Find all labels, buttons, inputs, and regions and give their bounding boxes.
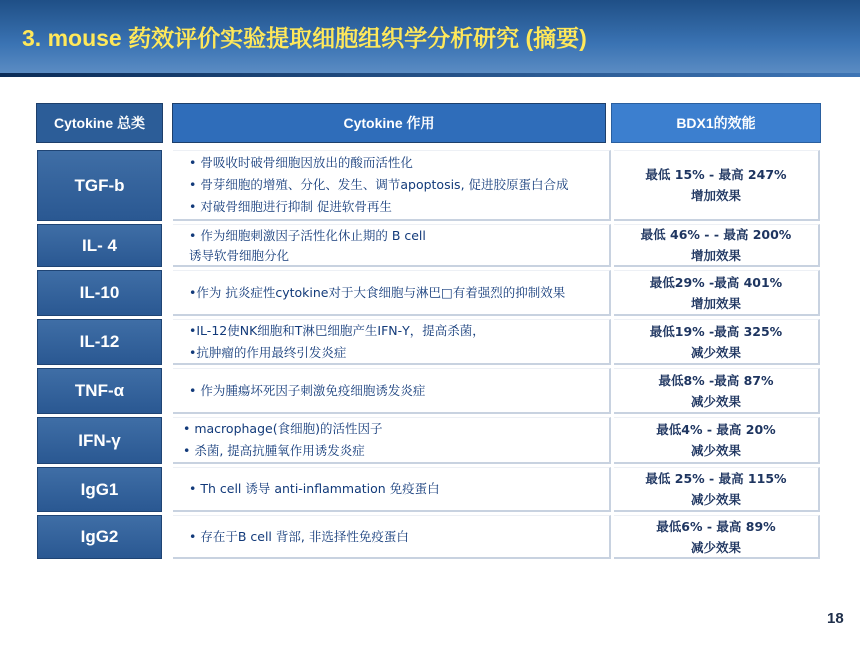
effect-type: 增加效果 [690,248,741,263]
row-effect-igg2 [614,515,820,559]
effect-type: 增加效果 [690,295,741,311]
function-line: • 骨吸收时破骨细胞因放出的酸而活性化 [189,155,413,170]
function-line: •抗肿瘤的作用最终引发炎症 [189,344,347,360]
page-number: 18 [827,610,844,627]
function-line: • 杀菌, 提高抗腫氧作用诱发炎症 [183,443,365,458]
row-effect-il-4 [614,224,820,267]
row-effect-igg1 [614,467,820,512]
effect-type: 减少效果 [690,492,741,507]
row-label-il-4: IL- 4 [37,224,162,267]
title-divider [0,73,860,77]
row-label-il-10: IL-10 [37,270,162,316]
function-line: • 骨芽细胞的增殖、分化、发生、调节apoptosis, 促进胶原蛋白合成 [189,177,569,192]
effect-range: 最低6% - 最高 89% [656,518,776,534]
function-line: • macrophage(食细胞)的活性因子 [183,421,383,436]
effect-range: 最低19% -最高 325% [649,323,783,339]
effect-type: 减少效果 [690,539,741,555]
function-line: • 作为腫瘍坏死因子刺激免疫细胞诱发炎症 [189,382,426,398]
row-label-igg2: IgG2 [37,515,162,559]
row-function-ifn-gamma [173,417,611,464]
effect-range: 最低 15% - 最高 247% [645,167,787,182]
header-cytokine-function: Cytokine 作用 [172,103,606,143]
row-function-il-10 [173,270,611,316]
row-function-il-12 [173,319,611,365]
function-line: • 对破骨细胞进行抑制 促进软骨再生 [189,199,392,214]
row-effect-il-12 [614,319,820,365]
effect-range: 最低4% - 最高 20% [656,422,776,437]
function-line: •作为 抗炎症性cytokine对于大食细胞与淋巴□有着强烈的抑制效果 [189,284,566,300]
effect-type: 减少效果 [690,443,741,458]
row-label-tgf-b: TGF-b [37,150,162,221]
header-cytokine-category: Cytokine 总类 [36,103,163,143]
function-line: • 存在于B cell 背部, 非选择性免疫蛋白 [189,528,409,544]
effect-type: 减少效果 [690,393,741,409]
function-line: •IL-12使NK细胞和T淋巴细胞产生IFN-Υ，提高杀菌， [189,323,485,338]
effect-range: 最低29% -最高 401% [649,274,783,290]
row-label-ifn-gamma: IFN-γ [37,417,162,464]
slide-title: 3. mouse 药效评价实验提取细胞组织学分析研究 (摘要) [22,25,587,51]
effect-type: 增加效果 [690,188,741,203]
row-label-igg1: IgG1 [37,467,162,512]
effect-range: 最低8% -最高 87% [658,372,774,388]
row-effect-il-10 [614,270,820,316]
effect-range: 最低 25% - 最高 115% [645,471,787,486]
row-function-tnf-alpha [173,368,611,414]
row-function-igg1 [173,467,611,512]
row-effect-tgf-b [614,150,820,221]
function-line: 诱导软骨细胞分化 [189,248,290,263]
effect-range: 最低 46% - - 最高 200% [640,227,792,242]
effect-type: 减少效果 [690,344,741,360]
row-function-tgf-b [173,150,611,221]
function-line: • Th cell 诱导 anti-inflammation 免疫蛋白 [189,481,440,496]
row-function-igg2 [173,515,611,559]
function-line: • 作为细胞刺激因子活性化休止期的 B cell [189,228,426,243]
row-effect-ifn-gamma [614,417,820,464]
row-function-il-4 [173,224,611,267]
row-label-il-12: IL-12 [37,319,162,365]
title-bar [0,0,860,73]
row-effect-tnf-alpha [614,368,820,414]
row-label-tnf-alpha: TNF-α [37,368,162,414]
header-bdx1-efficacy: BDX1的效能 [611,103,821,143]
